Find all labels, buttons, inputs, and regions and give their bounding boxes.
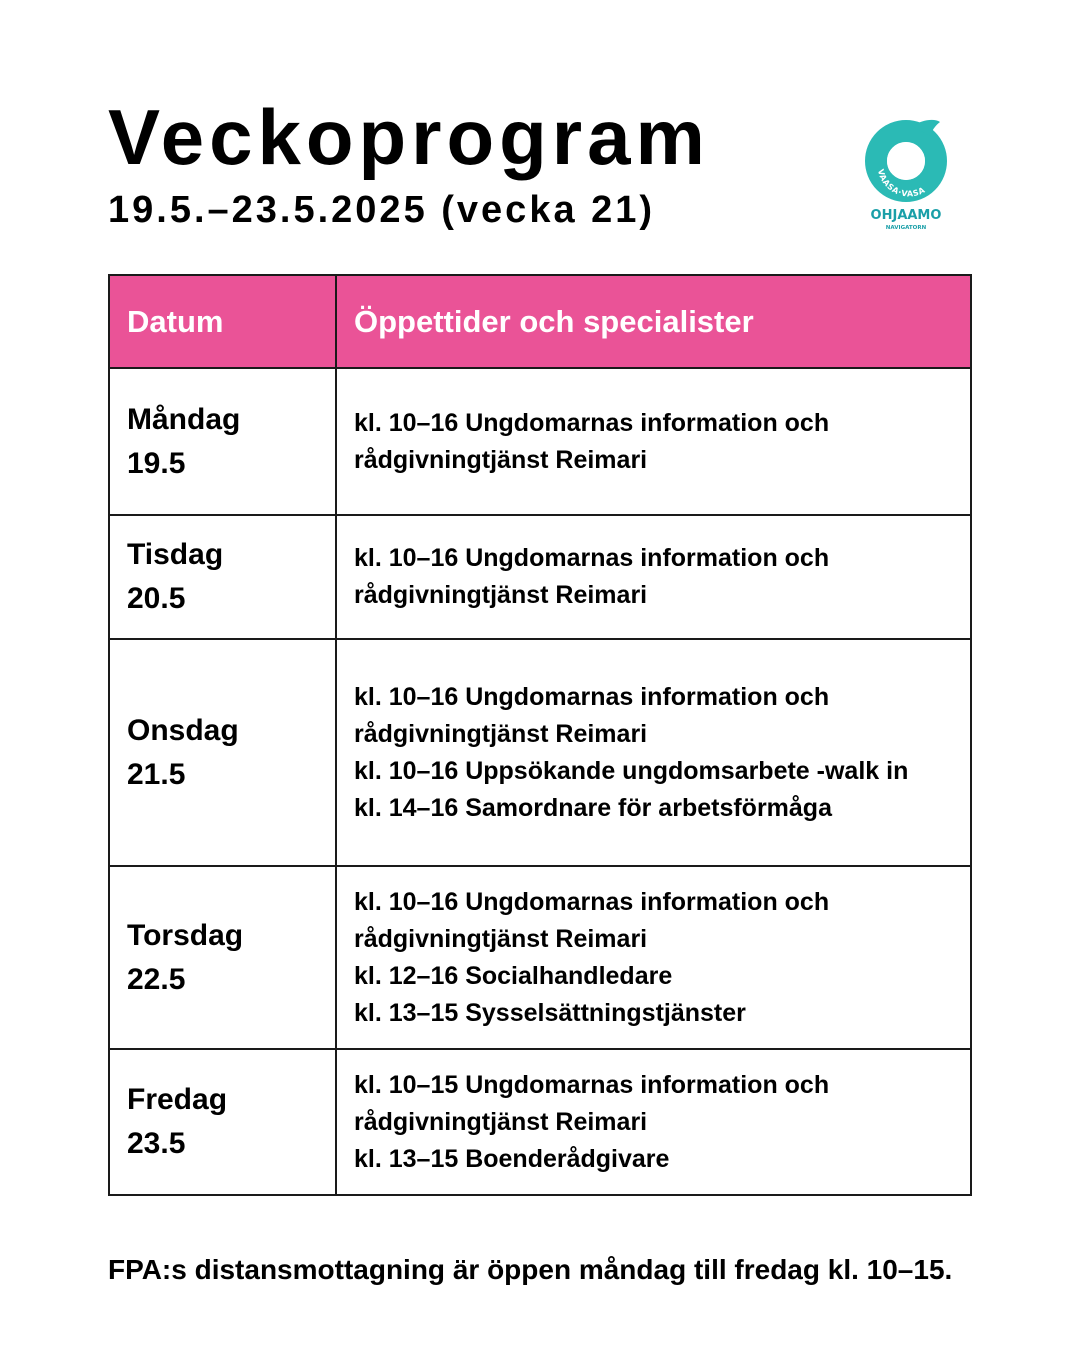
day-name: Måndag	[127, 402, 241, 436]
schedule-entry: rådgivningtjänst Reimari	[354, 581, 648, 609]
day-cell	[109, 639, 336, 866]
day-date: 19.5	[127, 446, 186, 480]
schedule-entry: kl. 12–16 Socialhandledare	[354, 961, 673, 990]
day-name: Torsdag	[127, 918, 244, 952]
logo-tagline: NAVIGATORN	[885, 225, 927, 231]
schedule-entry: kl. 10–16 Ungdomarnas information och	[354, 682, 830, 711]
table-row	[109, 866, 971, 1049]
table-header-row	[109, 275, 971, 368]
page-subtitle: 19.5.–23.5.2025 (vecka 21)	[108, 189, 656, 231]
day-date: 21.5	[127, 757, 186, 791]
header-hours: Öppettider och specialister	[336, 275, 971, 368]
entries-cell	[336, 1049, 971, 1195]
logo-name: OHJAAMO	[870, 208, 942, 223]
schedule-entry: rådgivningtjänst Reimari	[354, 445, 648, 474]
schedule-entry: kl. 10–16 Uppsökande ungdomsarbete -walk in	[354, 756, 909, 785]
header-date: Datum	[109, 275, 336, 368]
schedule-entry: rådgivningtjänst Reimari	[354, 1107, 648, 1136]
weekly-schedule-table	[108, 274, 972, 1196]
ohjaamo-logo	[860, 112, 952, 242]
day-date: 23.5	[127, 1127, 186, 1160]
day-name: Fredag	[127, 1083, 228, 1116]
day-cell	[109, 866, 336, 1049]
table-row	[109, 1049, 971, 1195]
entries-cell	[336, 639, 971, 866]
schedule-entry: kl. 10–16 Ungdomarnas information och	[354, 408, 830, 437]
table-row	[109, 368, 971, 515]
schedule-entry: kl. 13–15 Boenderådgivare	[354, 1144, 670, 1173]
day-cell	[109, 515, 336, 639]
day-date: 20.5	[127, 582, 186, 615]
schedule-body	[109, 368, 971, 1195]
entries-cell	[336, 515, 971, 639]
schedule-entry: kl. 10–16 Ungdomarnas information och	[354, 887, 830, 916]
footer-note: FPA:s distansmottagning är öppen måndag till fredag kl. 10–15.	[108, 1254, 953, 1285]
page-title: Veckoprogram	[108, 93, 710, 181]
schedule-entry: kl. 10–15 Ungdomarnas information och	[354, 1070, 830, 1099]
schedule-entry: rådgivningtjänst Reimari	[354, 924, 648, 953]
day-date: 22.5	[127, 962, 186, 996]
day-cell	[109, 1049, 336, 1195]
ohjaamo-logo-graphic	[860, 112, 952, 242]
day-name: Onsdag	[127, 713, 239, 747]
entries-cell	[336, 866, 971, 1049]
table-row	[109, 515, 971, 639]
schedule-entry: kl. 13–15 Sysselsättningstjänster	[354, 998, 746, 1027]
table-row	[109, 639, 971, 866]
schedule-entry: kl. 10–16 Ungdomarnas information och	[354, 544, 830, 572]
day-name: Tisdag	[127, 538, 224, 571]
schedule-entry: kl. 14–16 Samordnare för arbetsförmåga	[354, 793, 832, 822]
day-cell	[109, 368, 336, 515]
logo-ring-text: VAASA·VASA	[875, 168, 927, 199]
entries-cell	[336, 368, 971, 515]
schedule-entry: rådgivningtjänst Reimari	[354, 719, 648, 748]
